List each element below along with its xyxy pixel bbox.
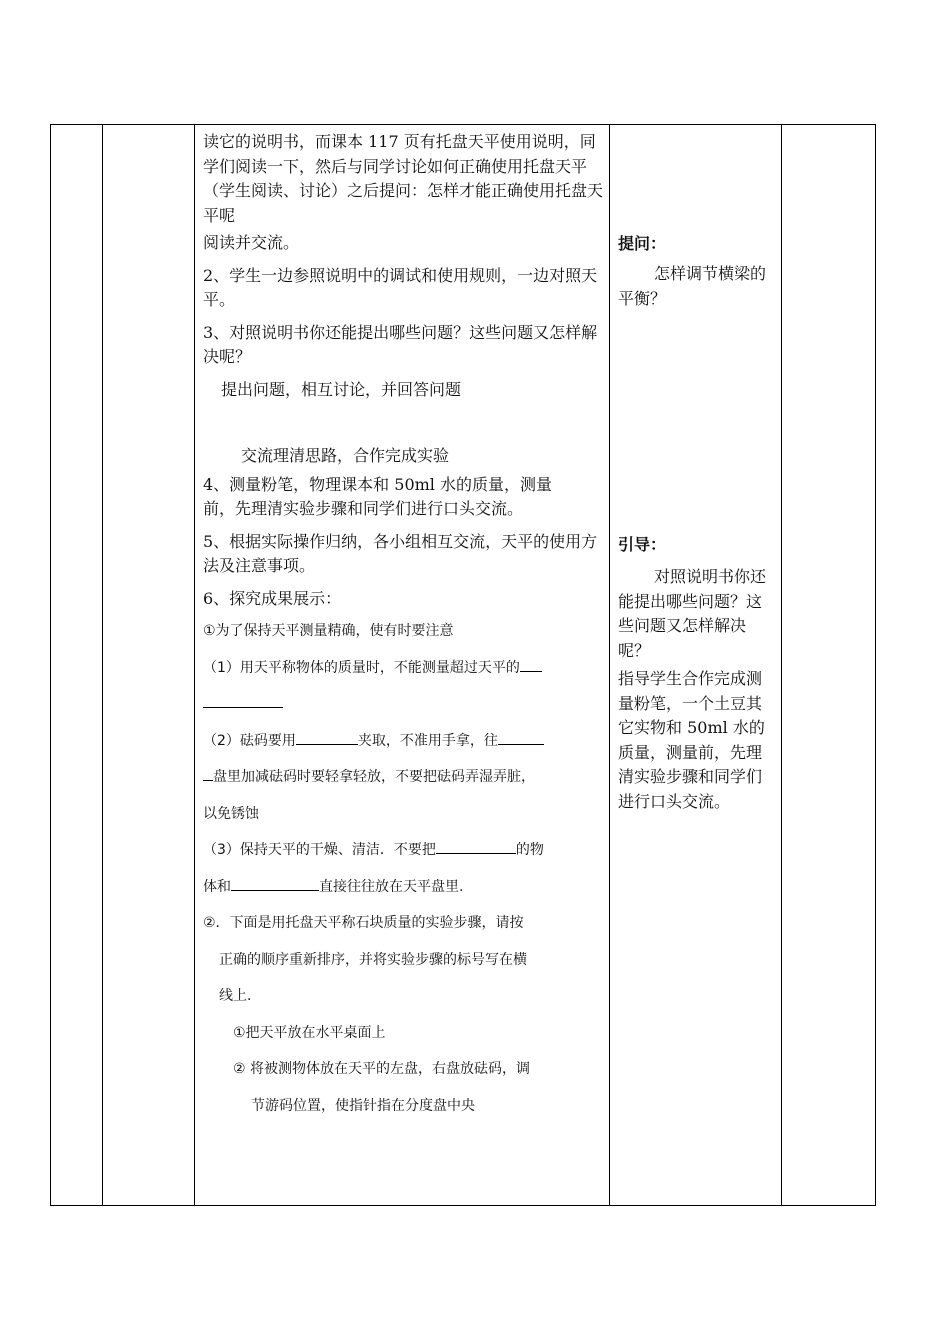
step-4: 4、测量粉笔，物理课本和 50ml 水的质量，测量前，先理清实验步骤和同学们进行口头交流。 bbox=[203, 474, 553, 518]
notes-instruction-text: 指导学生合作完成测量粉笔，一个土豆其它实物和 50ml 水的质量，测量前，先理清实验步骤和同学们进行口头交流。 bbox=[618, 669, 765, 811]
answer-line bbox=[203, 692, 603, 717]
notes-heading-question: 提问： bbox=[618, 234, 667, 253]
step-5: 5、根据实际操作归纳，各小组相互交流，天平的使用方法及注意事项。 bbox=[203, 531, 598, 575]
lesson-table bbox=[50, 124, 876, 1206]
question-2-line-3: 线上. bbox=[219, 988, 252, 1004]
column-divider bbox=[781, 125, 782, 1205]
notes-question-text: 怎样调节横梁的平衡？ bbox=[618, 264, 767, 308]
question-2-line-2: 正确的顺序重新排序，并将实验步骤的标号写在横 bbox=[219, 951, 527, 968]
procedure-step-1: ①把天平放在水平桌面上 bbox=[233, 1024, 386, 1041]
question-text: （1）用天平称物体的质量时，不能测量超过天平的 bbox=[203, 659, 520, 676]
answer-blank[interactable] bbox=[203, 766, 213, 781]
step-2: 2、学生一边参照说明中的调试和使用规则，一边对照天平。 bbox=[203, 265, 598, 309]
question-text: （3）保持天平的干燥、清洁．不要把 bbox=[203, 842, 436, 858]
answer-blank[interactable] bbox=[498, 730, 544, 745]
answer-blank[interactable] bbox=[203, 693, 283, 708]
question-text: （2）砝码要用 bbox=[203, 732, 296, 749]
question-1-item-3-cont bbox=[203, 875, 603, 900]
answer-blank[interactable] bbox=[231, 876, 319, 891]
step-6: 6、探究成果展示： bbox=[203, 588, 342, 608]
procedure-step-2-cont: 节游码位置，使指针指在分度盘中央 bbox=[251, 1097, 475, 1114]
question-2-line-1: ②．下面是用托盘天平称石块质量的实验步骤，请按 bbox=[203, 915, 524, 931]
procedure-step-2: ② 将被测物体放在天平的左盘，右盘放砝码，调 bbox=[233, 1061, 530, 1077]
question-text: 体和 bbox=[203, 878, 231, 895]
question-text: 夹取，不准用手拿，往 bbox=[357, 732, 498, 749]
read-and-discuss: 阅读并交流。 bbox=[203, 233, 300, 252]
question-1-item-2-cont bbox=[203, 765, 603, 790]
teaching-content-column bbox=[195, 125, 609, 1205]
step-3: 3、对照说明书你还能提出哪些问题？这些问题又怎样解决呢？ bbox=[203, 322, 598, 366]
notes-guide-text: 对照说明书你还能提出哪些问题？这些问题又怎样解决呢？ bbox=[618, 567, 767, 660]
column-divider bbox=[102, 125, 103, 1205]
question-text: 直接往往放在天平盘里. bbox=[319, 878, 464, 895]
question-1-item-1 bbox=[203, 656, 603, 681]
answer-blank[interactable] bbox=[520, 657, 542, 672]
answer-blank[interactable] bbox=[436, 839, 516, 854]
intro-paragraph: 读它的说明书，而课本 117 页有托盘天平使用说明，同学们阅读一下，然后与同学讨论如何正确使用托盘天平（学生阅读、讨论）之后提问：怎样才能正确使用托盘天平呢 bbox=[203, 132, 604, 225]
raise-questions: 提出问题，相互讨论，并回答问题 bbox=[221, 379, 462, 399]
question-1-item-3 bbox=[203, 838, 603, 863]
teacher-notes-column bbox=[609, 125, 781, 1205]
clarify-ideas: 交流理清思路，合作完成实验 bbox=[241, 446, 450, 465]
question-1-title: ①为了保持天平测量精确，使有时要注意 bbox=[203, 623, 454, 639]
question-text: 盘里加减砝码时要轻拿轻放，不要把砝码弄湿弄脏， bbox=[213, 769, 535, 785]
question-1-item-2-end: 以免锈蚀 bbox=[203, 805, 259, 822]
notes-heading-guide: 引导： bbox=[618, 535, 667, 554]
answer-blank[interactable] bbox=[296, 730, 358, 745]
question-1-item-2 bbox=[203, 729, 603, 754]
question-text: 的物 bbox=[515, 842, 544, 858]
